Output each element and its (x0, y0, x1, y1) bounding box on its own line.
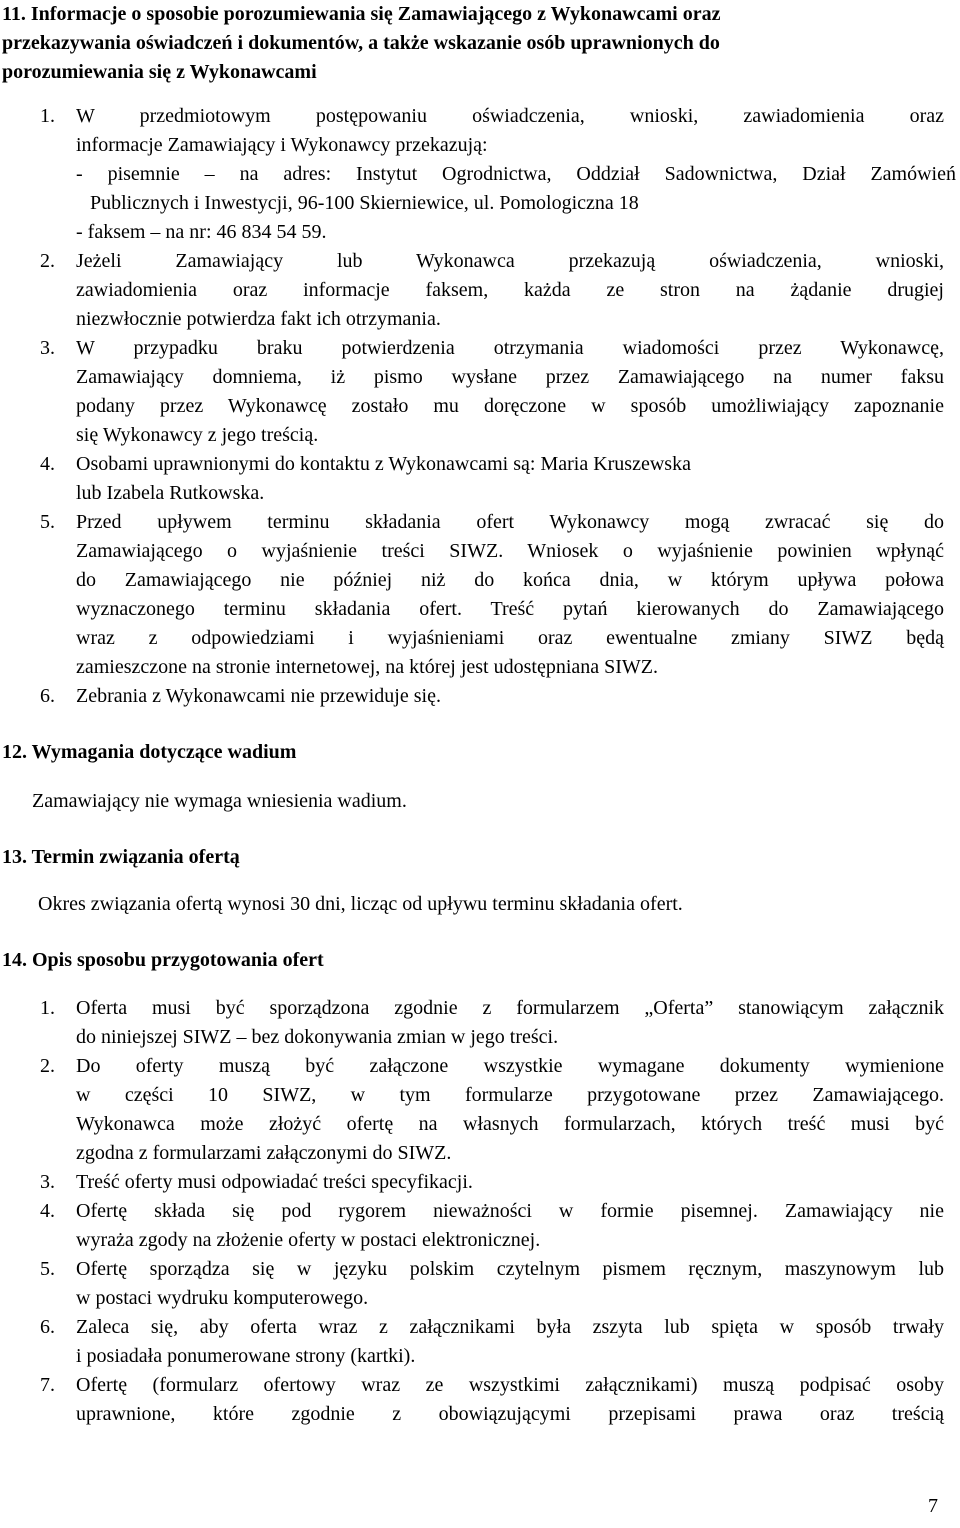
list-item-number: 3. (40, 1171, 55, 1193)
list-item-line: wraz z odpowiedziami i wyjaśnieniami oraz ewentualne zmiany SIWZ będą (76, 627, 944, 649)
list-item-line: informacje Zamawiający i Wykonawcy przekazują: (76, 134, 488, 156)
list-item-line: W przypadku braku potwierdzenia otrzymania wiadomości przez Wykonawcę, (76, 337, 944, 359)
list-item-line: - pisemnie – na adres: Instytut Ogrodnictwa, Oddział Sadownictwa, Dział Zamówień (76, 163, 956, 185)
list-item-number: 5. (40, 1258, 55, 1280)
list-item-number: 4. (40, 453, 55, 475)
list-item-line: Ofertę sporządza się w języku polskim czytelnym pismem ręcznym, maszynowym lub (76, 1258, 944, 1280)
list-item-line: Ofertę (formularz ofertowy wraz ze wszystkimi załącznikami) muszą podpisać osoby (76, 1374, 944, 1396)
list-item-number: 1. (40, 105, 55, 127)
list-item-line: zgodna z formularzami załączonymi do SIWZ. (76, 1142, 452, 1164)
list-item-number: 4. (40, 1200, 55, 1222)
list-item-line: Osobami uprawnionymi do kontaktu z Wykonawcami są: Maria Kruszewska (76, 453, 691, 475)
list-item-line: Publicznych i Inwestycji, 96-100 Skierniewice, ul. Pomologiczna 18 (90, 192, 639, 214)
list-item-number: 1. (40, 997, 55, 1019)
section-12-title: 12. Wymagania dotyczące wadium (2, 741, 297, 763)
list-item-line: Oferta musi być sporządzona zgodnie z formularzem „Oferta” stanowiącym załącznik (76, 997, 944, 1019)
list-item-line: do Zamawiającego nie później niż do końca dnia, w którym upływa połowa (76, 569, 944, 591)
list-item-line: Do oferty muszą być załączone wszystkie wymagane dokumenty wymienione (76, 1055, 944, 1077)
list-item-line: do niniejszej SIWZ – bez dokonywania zmian w jego treści. (76, 1026, 559, 1048)
section-11-title-line-1: 11. Informacje o sposobie porozumiewania się Zamawiającego z Wykonawcami oraz (2, 3, 721, 25)
list-item-line: niezwłocznie potwierdza fakt ich otrzymania. (76, 308, 441, 330)
list-item-number: 5. (40, 511, 55, 533)
list-item-line: - faksem – na nr: 46 834 54 59. (76, 221, 327, 243)
section-13-body: Okres związania ofertą wynosi 30 dni, licząc od upływu terminu składania ofert. (38, 893, 683, 915)
list-item-line: Przed upływem terminu składania ofert Wykonawcy mogą zwracać się do (76, 511, 944, 533)
section-11-title-line-3: porozumiewania się z Wykonawcami (2, 61, 317, 83)
list-item-line: podany przez Wykonawcę zostało mu doręczone w sposób umożliwiający zapoznanie (76, 395, 944, 417)
list-item-line: Treść oferty musi odpowiadać treści specyfikacji. (76, 1171, 473, 1193)
section-14-title: 14. Opis sposobu przygotowania ofert (2, 949, 324, 971)
list-item-number: 3. (40, 337, 55, 359)
list-item-line: zawiadomienia oraz informacje faksem, każda ze stron na żądanie drugiej (76, 279, 944, 301)
section-13-title: 13. Termin związania ofertą (2, 846, 240, 868)
list-item-line: Wykonawca może złożyć ofertę na własnych formularzach, których treść musi być (76, 1113, 944, 1135)
list-item-line: w części 10 SIWZ, w tym formularze przygotowane przez Zamawiającego. (76, 1084, 944, 1106)
section-12-body: Zamawiający nie wymaga wniesienia wadium. (32, 790, 407, 812)
list-item-line: lub Izabela Rutkowska. (76, 482, 265, 504)
list-item-line: się Wykonawcy z jego treścią. (76, 424, 319, 446)
list-item-number: 6. (40, 1316, 55, 1338)
list-item-number: 7. (40, 1374, 55, 1396)
list-item-line: Ofertę składa się pod rygorem nieważności w formie pisemnej. Zamawiający nie (76, 1200, 944, 1222)
page-number: 7 (928, 1495, 938, 1517)
list-item-line: Zaleca się, aby oferta wraz z załącznikami była zszyta lub spięta w sposób trwały (76, 1316, 944, 1338)
list-item-line: Zamawiającego o wyjaśnienie treści SIWZ. Wniosek o wyjaśnienie powinien wpłynąć (76, 540, 944, 562)
list-item-line: wyznaczonego terminu składania ofert. Treść pytań kierowanych do Zamawiającego (76, 598, 944, 620)
list-item-line: wyraża zgody na złożenie oferty w postaci elektronicznej. (76, 1229, 541, 1251)
list-item-line: Zebrania z Wykonawcami nie przewiduje się. (76, 685, 441, 707)
list-item-line: W przedmiotowym postępowaniu oświadczenia, wnioski, zawiadomienia oraz (76, 105, 944, 127)
list-item-line: Zamawiający domniema, iż pismo wysłane przez Zamawiającego na numer faksu (76, 366, 944, 388)
list-item-line: uprawnione, które zgodnie z obowiązującymi przepisami prawa oraz treścią (76, 1403, 944, 1425)
list-item-line: i posiadała ponumerowane strony (kartki). (76, 1345, 416, 1367)
list-item-number: 2. (40, 250, 55, 272)
list-item-number: 2. (40, 1055, 55, 1077)
list-item-number: 6. (40, 685, 55, 707)
list-item-line: w postaci wydruku komputerowego. (76, 1287, 369, 1309)
section-11-title-line-2: przekazywania oświadczeń i dokumentów, a także wskazanie osób uprawnionych do (2, 32, 720, 54)
list-item-line: zamieszczone na stronie internetowej, na której jest udostępniana SIWZ. (76, 656, 659, 678)
list-item-line: Jeżeli Zamawiający lub Wykonawca przekazują oświadczenia, wnioski, (76, 250, 944, 272)
